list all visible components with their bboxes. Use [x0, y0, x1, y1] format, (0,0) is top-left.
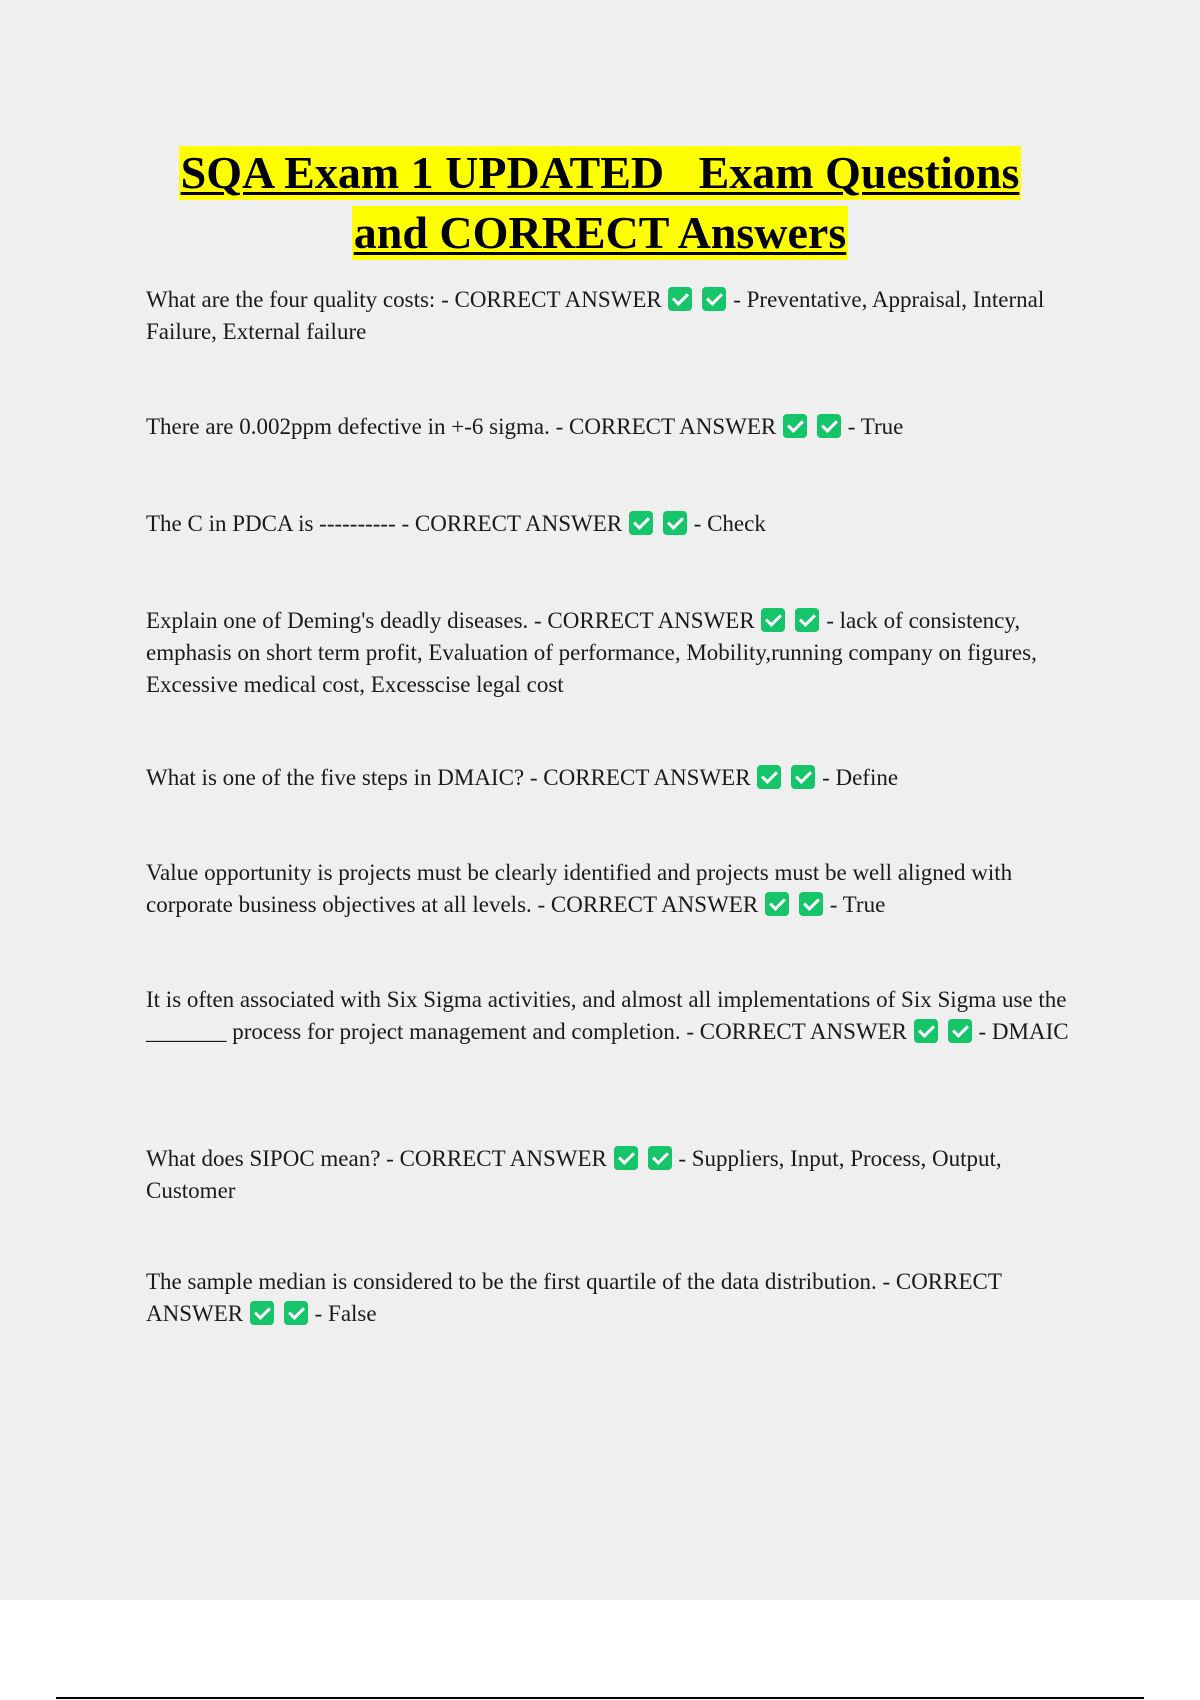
check-mark-icon	[614, 1146, 638, 1170]
qa-item-8	[146, 1143, 1086, 1207]
answer-text: - True	[847, 414, 904, 439]
check-mark-icon	[761, 608, 785, 632]
qa-item-2	[146, 411, 1086, 443]
check-mark-icon	[765, 892, 789, 916]
question-text: What are the four quality costs: - CORRECT ANSWER	[146, 287, 662, 312]
check-mark-icon	[791, 765, 815, 789]
check-mark-icon	[663, 511, 687, 535]
answer-text: - lack of consistency, emphasis on short term profit, Evaluation of performance, Mobility,running company on figures, Excessive medical cost, Excesscise legal cost	[146, 608, 1037, 697]
check-mark-icon	[757, 765, 781, 789]
answer-text: - Check	[693, 511, 766, 536]
qa-item-1	[146, 284, 1086, 348]
answer-text: - False	[314, 1301, 377, 1326]
qa-item-7	[146, 984, 1086, 1048]
qa-item-4	[146, 605, 1086, 701]
answer-text: - Preventative, Appraisal, Internal Failure, External failure	[146, 287, 1045, 344]
question-text: There are 0.002ppm defective in +-6 sigma. - CORRECT ANSWER	[146, 414, 777, 439]
check-mark-icon	[702, 287, 726, 311]
question-text: Explain one of Deming's deadly diseases. - CORRECT ANSWER	[146, 608, 755, 633]
qa-item-6	[146, 857, 1086, 921]
check-mark-icon	[799, 892, 823, 916]
check-mark-icon	[648, 1146, 672, 1170]
check-mark-icon	[284, 1301, 308, 1325]
question-text: Value opportunity is projects must be clearly identified and projects must be well aligned with corporate business objectives at all levels. - CORRECT ANSWER	[146, 860, 1013, 917]
title-line-1: SQA Exam 1 UPDATED Exam Questions	[180, 147, 1020, 198]
qa-item-3	[146, 508, 1086, 540]
check-mark-icon	[250, 1301, 274, 1325]
check-mark-icon	[629, 511, 653, 535]
title-line-2: and CORRECT Answers	[353, 207, 847, 258]
question-text: What does SIPOC mean? - CORRECT ANSWER	[146, 1146, 607, 1171]
check-mark-icon	[783, 414, 807, 438]
qa-item-5	[146, 762, 1086, 794]
question-text: What is one of the five steps in DMAIC? - CORRECT ANSWER	[146, 765, 751, 790]
check-mark-icon	[668, 287, 692, 311]
answer-text: - Suppliers, Input, Process, Output, Customer	[146, 1146, 1002, 1203]
question-text: The C in PDCA is ---------- - CORRECT ANSWER	[146, 511, 623, 536]
answer-text: - True	[829, 892, 886, 917]
answer-text: - DMAIC	[978, 1019, 1069, 1044]
question-text: It is often associated with Six Sigma activities, and almost all implementations of Six Sigma use the _______ process for project management and completion. - CORRECT ANSWER	[146, 987, 1067, 1044]
qa-item-9	[146, 1266, 1086, 1330]
question-text: The sample median is considered to be the first quartile of the data distribution. - CORRECT ANSWER	[146, 1269, 1002, 1326]
document-title	[100, 146, 1100, 260]
check-mark-icon	[914, 1019, 938, 1043]
answer-text: - Define	[822, 765, 899, 790]
check-mark-icon	[817, 414, 841, 438]
check-mark-icon	[795, 608, 819, 632]
check-mark-icon	[948, 1019, 972, 1043]
page-divider	[56, 1697, 1144, 1699]
